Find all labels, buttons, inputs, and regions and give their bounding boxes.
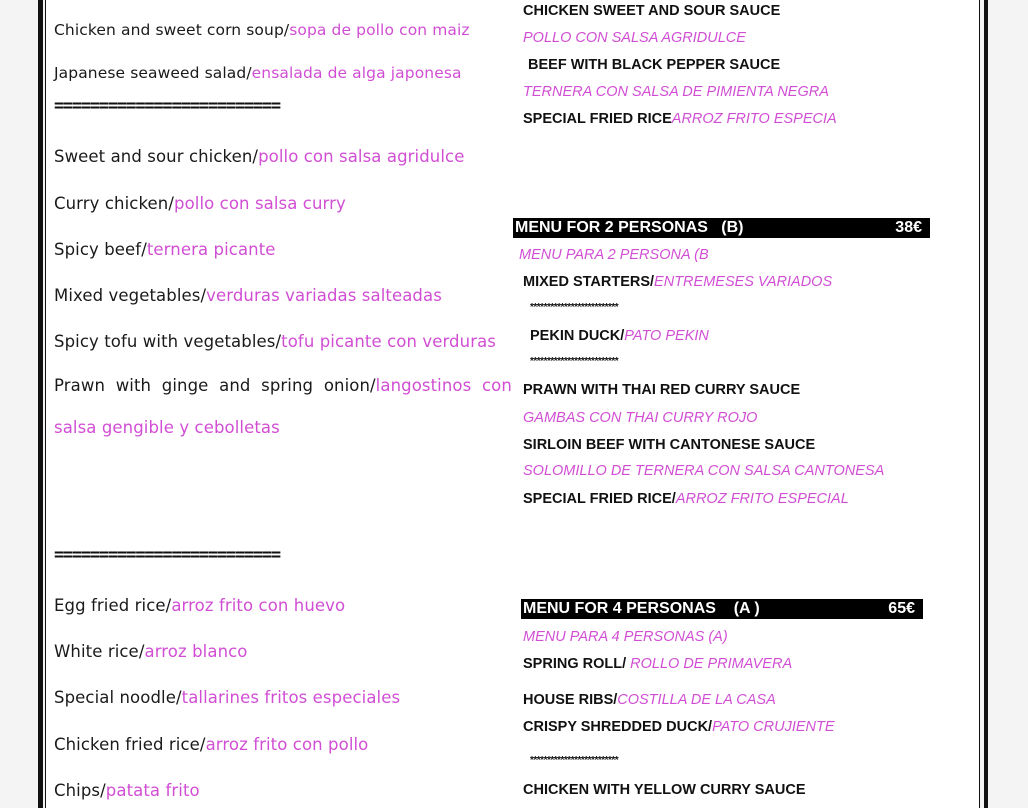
menu-a-subtitle: MENU PARA 4 PERSONAS (A) xyxy=(523,629,728,645)
dish-name-es: PATO CRUJIENTE xyxy=(712,719,835,735)
dish-name-es: PATO PEKIN xyxy=(624,328,709,344)
dish-name-es: pollo con salsa agridulce xyxy=(258,147,465,166)
dish-name-es: pollo con salsa curry xyxy=(174,194,346,213)
dish-name-es: SOLOMILLO DE TERNERA CON SALSA CANTONESA xyxy=(523,463,885,479)
dish-name-es: COSTILLA DE LA CASA xyxy=(617,692,776,708)
section-separator: ========================= xyxy=(54,96,280,116)
dish-name-en: HOUSE RIBS/ xyxy=(523,692,618,708)
dish-name-en: Spicy beef/ xyxy=(54,240,147,259)
dish-name-en: SPECIAL FRIED RICE/ xyxy=(523,491,676,507)
dish-name-es: verduras variadas salteadas xyxy=(206,286,442,305)
dish-name-es: arroz frito con pollo xyxy=(205,735,369,754)
dish-name-en: Chicken and sweet corn soup/ xyxy=(54,21,290,39)
dish-item xyxy=(523,718,835,736)
dish-name-en: Special noodle/ xyxy=(54,688,182,707)
dish-name-es: ROLLO DE PRIMAVERA xyxy=(626,656,793,672)
dish-name-en: CHICKEN SWEET AND SOUR SAUCE xyxy=(523,3,781,19)
dish-item xyxy=(54,63,462,83)
stars-divider: ************************** xyxy=(530,356,619,367)
dish-item xyxy=(523,273,832,291)
dish-name-es: tofu picante con verduras xyxy=(281,332,496,351)
dish-name-en: PRAWN WITH THAI RED CURRY SAUCE xyxy=(523,382,801,398)
dish-name-es: TERNERA CON SALSA DE PIMIENTA NEGRA xyxy=(523,84,829,100)
dish-item xyxy=(54,194,346,214)
dish-name-es: GAMBAS CON THAI CURRY ROJO xyxy=(523,410,758,426)
right-border xyxy=(984,0,988,808)
menu-b-price: 38€ xyxy=(895,219,922,236)
dish-item xyxy=(523,110,837,128)
dish-name-en: SPRING ROLL/ xyxy=(523,656,627,672)
dish-name-es: ARROZ FRITO ESPECIAL xyxy=(675,491,849,507)
dish-name-en: SIRLOIN BEEF WITH CANTONESE SAUCE xyxy=(523,437,816,453)
dish-name-en: Prawn with ginge and spring onion/ xyxy=(54,376,376,395)
menu-b-title: MENU FOR 2 PERSONAS (B) xyxy=(515,219,744,236)
menu-a-header xyxy=(521,599,923,619)
stars-divider: ************************** xyxy=(530,755,619,766)
dish-name-en: CHICKEN WITH YELLOW CURRY SAUCE xyxy=(523,782,806,798)
dish-item xyxy=(54,20,470,40)
dish-item xyxy=(54,735,368,755)
dish-item xyxy=(523,691,776,709)
dish-item xyxy=(523,655,792,673)
dish-name-en: SPECIAL FRIED RICE xyxy=(523,111,672,127)
dish-name-en: Chicken fried rice/ xyxy=(54,735,206,754)
left-border xyxy=(38,0,43,808)
dish-name-en: Japanese seaweed salad/ xyxy=(54,64,252,82)
dish-name-es: ARROZ FRITO ESPECIA xyxy=(671,111,837,127)
dish-name-es: ensalada de alga japonesa xyxy=(251,64,462,82)
dish-name-en: Mixed vegetables/ xyxy=(54,286,207,305)
dish-name-es: langostinos con xyxy=(375,376,512,395)
dish-name-es: ternera picante xyxy=(146,240,276,259)
dish-name-en: Spicy tofu with vegetables/ xyxy=(54,332,282,351)
dish-item xyxy=(54,596,345,616)
dish-item xyxy=(54,332,496,352)
dish-name-es: ENTREMESES VARIADOS xyxy=(654,274,833,290)
dish-name-en: White rice/ xyxy=(54,642,145,661)
dish-name-es-continued: salsa gengible y cebolletas xyxy=(54,418,280,437)
menu-b-subtitle: MENU PARA 2 PERSONA (B xyxy=(519,247,709,263)
dish-name-en: Curry chicken/ xyxy=(54,194,174,213)
dish-name-es: tallarines fritos especiales xyxy=(181,688,401,707)
dish-name-es: arroz blanco xyxy=(144,642,248,661)
section-separator: ========================= xyxy=(54,545,280,565)
dish-name-en: MIXED STARTERS/ xyxy=(523,274,655,290)
dish-name-en: CRISPY SHREDDED DUCK/ xyxy=(523,719,713,735)
menu-a-title: MENU FOR 4 PERSONAS (A ) xyxy=(523,600,760,617)
dish-name-es: arroz frito con huevo xyxy=(171,596,346,615)
dish-item xyxy=(523,490,849,508)
dish-item xyxy=(54,688,400,708)
dish-item xyxy=(54,286,442,306)
dish-item xyxy=(54,376,512,396)
right-border-inner xyxy=(979,0,980,808)
dish-item xyxy=(54,240,276,260)
dish-name-en: PEKIN DUCK/ xyxy=(530,328,625,344)
dish-name-en: Sweet and sour chicken/ xyxy=(54,147,259,166)
dish-name-es: sopa de pollo con maiz xyxy=(289,21,470,39)
left-border-inner xyxy=(45,0,46,808)
dish-item xyxy=(54,781,200,801)
menu-sheet xyxy=(46,0,979,808)
dish-name-es: POLLO CON SALSA AGRIDULCE xyxy=(523,30,746,46)
dish-name-es: patata frito xyxy=(105,781,200,800)
menu-b-header xyxy=(513,218,930,238)
dish-item xyxy=(54,147,464,167)
dish-name-en: Egg fried rice/ xyxy=(54,596,172,615)
dish-item xyxy=(54,642,248,662)
dish-name-en: Chips/ xyxy=(54,781,106,800)
dish-item xyxy=(530,327,709,345)
menu-a-price: 65€ xyxy=(888,600,915,617)
stars-divider: ************************** xyxy=(530,302,619,313)
dish-name-en: BEEF WITH BLACK PEPPER SAUCE xyxy=(528,57,781,73)
